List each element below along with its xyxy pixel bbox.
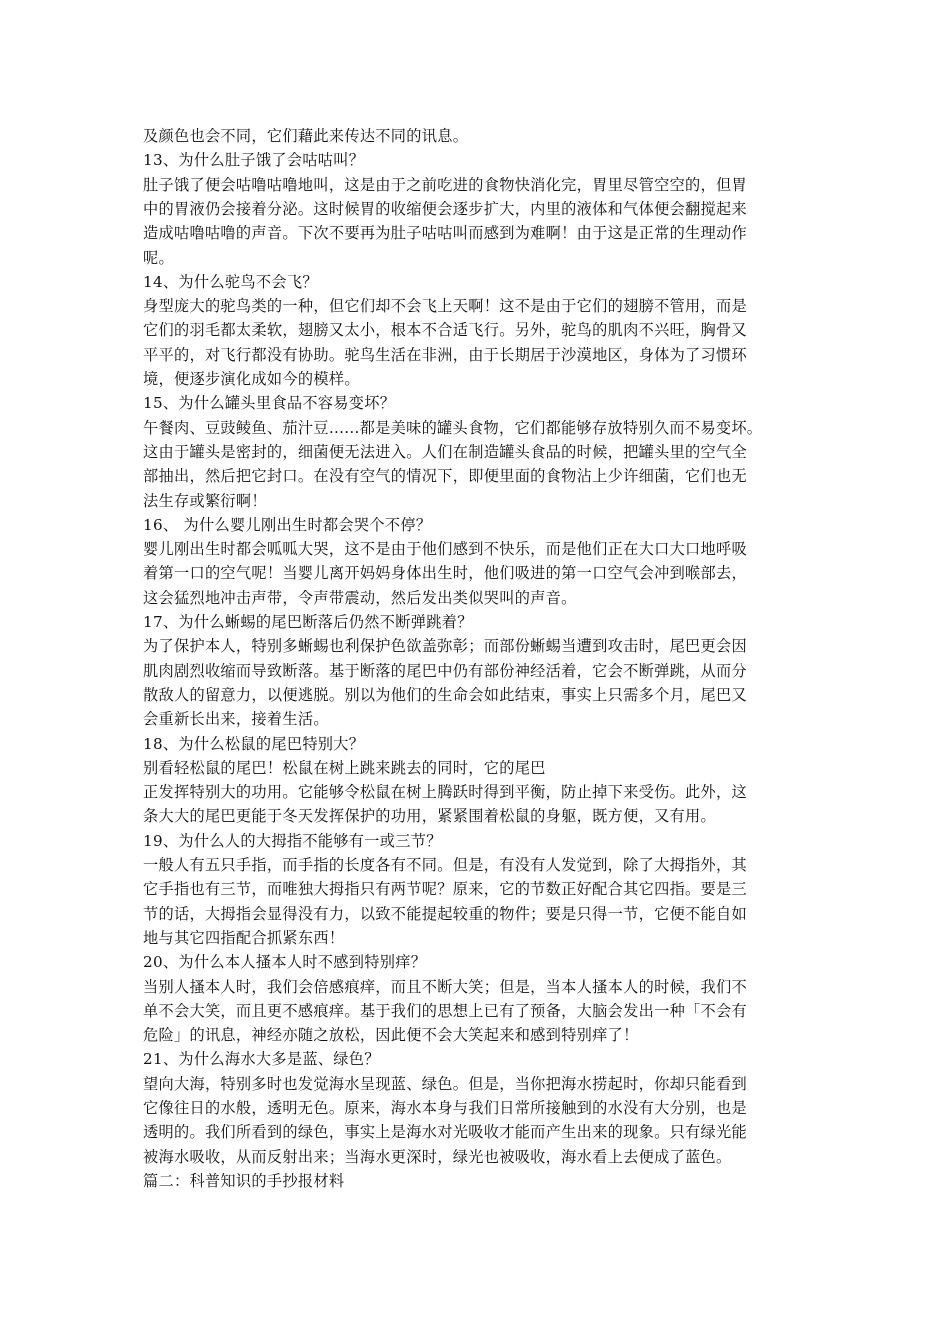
text-line: 19、为什么人的大拇指不能够有一或三节？: [143, 831, 442, 850]
text-line: 被海水吸收，从而反射出来；当海水更深时，绿光也被吸收，海水看上去便成了蓝色。: [143, 1147, 732, 1166]
text-line: 单不会大笑，而且更不感痕痒。基于我们的思想上已有了预备，大脑会发出一种「不会有: [143, 1001, 748, 1020]
text-line: 中的胃液仍会接着分泌。这时候胃的收缩便会逐步扩大，内里的液体和气体便会翻搅起来: [143, 199, 748, 218]
text-line: 身型庞大的驼鸟类的一种，但它们却不会飞上天啊！这不是由于它们的翅膀不管用，而是: [143, 297, 748, 316]
text-line: 散敌人的留意力，以便逃脱。别以为他们的生命会如此结束，事实上只需多个月，尾巴又: [143, 685, 748, 704]
text-line: 15、为什么罐头里食品不容易变坏？: [143, 394, 396, 413]
text-line: 别看轻松鼠的尾巴！松鼠在树上跳来跳去的同时，它的尾巴: [143, 758, 546, 777]
text-line: 危险」的讯息，神经亦随之放松，因此便不会大笑起来和感到特别痒了！: [143, 1026, 639, 1045]
text-line: 透明的。我们所看到的绿色，事实上是海水对光吸收才能而产生出来的现象。只有绿光能: [143, 1123, 748, 1142]
text-line: 它们的羽毛都太柔软，翅膀又太小，根本不合适飞行。另外，驼鸟的肌肉不兴旺，胸骨又: [143, 321, 748, 340]
text-line: 篇二：科普知识的手抄报材料: [143, 1171, 345, 1190]
text-line: 着第一口的空气呢！当婴儿离开妈妈身体出生时，他们吸进的第一口空气会冲到喉部去，: [143, 564, 748, 583]
text-line: 婴儿刚出生时都会呱呱大哭，这不是由于他们感到不快乐，而是他们正在大口大口地呼吸: [143, 540, 748, 559]
text-line: 为了保护本人，特别多蜥蜴也利保护色欲盖弥彰；而部份蜥蜴当遭到攻击时，尾巴更会因: [143, 637, 748, 656]
text-line: 18、为什么松鼠的尾巴特别大？: [143, 734, 365, 753]
text-line: 法生存或繁衍啊！: [143, 491, 267, 510]
text-line: 正发挥特别大的功用。它能够令松鼠在树上腾跃时得到平衡，防止掉下来受伤。此外，这: [143, 783, 748, 802]
text-line: 它像往日的水般，透明无色。原来，海水本身与我们日常所接触到的水没有大分别，也是: [143, 1099, 748, 1117]
text-line: 一般人有五只手指，而手指的长度各有不同。但是，有没有人发觉到，除了大拇指外，其: [143, 856, 748, 874]
text-line: 肚子饿了便会咕噜咕噜地叫，这是由于之前吃进的食物快消化完，胃里尽管空空的，但胃: [143, 175, 748, 194]
text-line: 部抽出，然后把它封口。在没有空气的情况下，即便里面的食物沾上少许细菌，它们也无: [143, 467, 748, 486]
text-line: 13、为什么肚子饿了会咕咕叫？: [143, 151, 365, 170]
text-line: 20、为什么本人搔本人时不感到特别痒？: [143, 953, 427, 972]
text-line: 它手指也有三节，而唯独大拇指只有两节呢？原来，它的节数正好配合其它四指。要是三: [143, 880, 748, 899]
text-line: 节的话，大拇指会显得没有力，以致不能提起较重的物件；要是只得一节，它便不能自如: [143, 904, 748, 923]
text-line: 21、为什么海水大多是蓝、绿色？: [143, 1050, 380, 1069]
text-line: 平平的，对飞行都没有协助。驼鸟生活在非洲，由于长期居于沙漠地区，身体为了习惯环: [143, 345, 748, 364]
text-line: 16、 为什么婴儿刚出生时都会哭个不停？: [143, 515, 432, 534]
text-line: 当别人搔本人时，我们会倍感痕痒，而且不断大笑；但是，当本人搔本人的时候，我们不: [143, 977, 748, 996]
text-line: 呢。: [143, 248, 174, 267]
text-line: 境，便逐步演化成如今的模样。: [143, 370, 360, 388]
text-line: 地与其它四指配合抓紧东西！: [143, 928, 345, 947]
text-line: 望向大海，特别多时也发觉海水呈现蓝、绿色。但是，当你把海水捞起时，你却只能看到: [143, 1074, 748, 1093]
text-line: 14、为什么驼鸟不会飞？: [143, 272, 318, 291]
text-line: 会重新长出来，接着生活。: [143, 710, 329, 729]
text-line: 肌肉剧烈收缩而导致断落。基于断落的尾巴中仍有部份神经活着，它会不断弹跳，从而分: [143, 661, 748, 680]
text-line: 午餐肉、豆豉鲮鱼、茄汁豆......都是美味的罐头食物，它们都能够存放特别久而不易变坏。: [143, 418, 763, 437]
text-line: 这由于罐头是密封的，细菌便无法进入。人们在制造罐头食品的时候，把罐头里的空气全: [143, 442, 748, 461]
text-line: 17、为什么蜥蜴的尾巴断落后仍然不断弹跳着？: [143, 613, 473, 631]
text-line: 条大大的尾巴更能于冬天发挥保护的功用，紧紧围着松鼠的身躯，既方便，又有用。: [143, 807, 717, 826]
text-line: 这会猛烈地冲击声带，令声带震动，然后发出类似哭叫的声音。: [143, 588, 577, 607]
text-line: 及颜色也会不同，它们藉此来传达不同的讯息。: [143, 127, 469, 145]
text-line: 造成咕噜咕噜的声音。下次不要再为肚子咕咕叫而感到为难啊！由于这是正常的生理动作: [143, 224, 748, 243]
